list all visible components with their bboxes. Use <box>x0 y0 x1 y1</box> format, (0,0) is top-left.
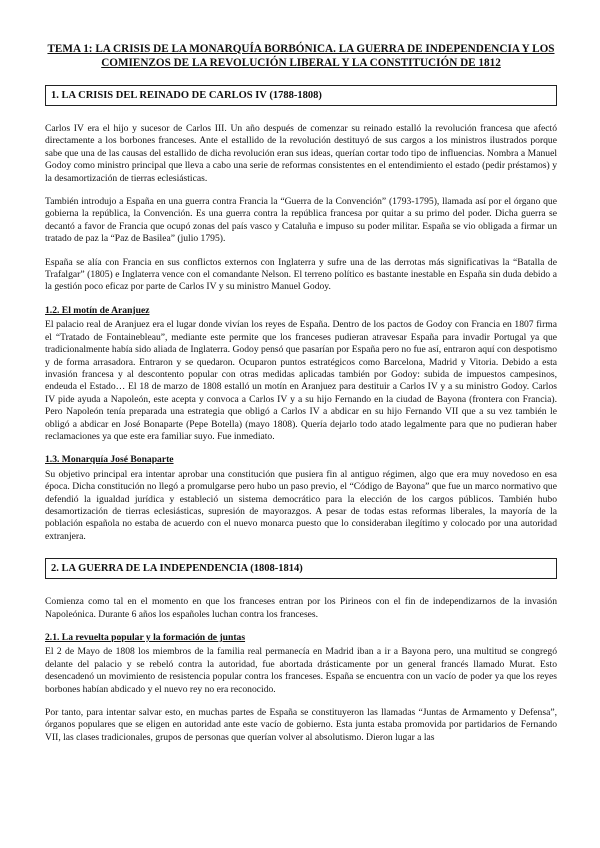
subheading-revuelta-popular: 2.1. La revuelta popular y la formación de juntas <box>45 632 246 643</box>
document-title: TEMA 1: LA CRISIS DE LA MONARQUÍA BORBÓNICA. LA GUERRA DE INDEPENDENCIA Y LOS COMIENZOS DE LA REVOLUCIÓN LIBERAL Y LA CONSTITUCIÓN DE 1812 <box>47 43 555 69</box>
paragraph: El 2 de Mayo de 1808 los miembros de la familia real permanecía en Madrid iban a ir a Bayona pero, una multitud se congregó delante del palacio y se rebeló contra la autoridad, fue abortada drásticamente por un general francés llamado Murat. Esto desencadenó un movimiento de resistencia popular contra los franceses. España se encuentra con un vacío de poder ya que los reyes borbones habían abdicado y el nuevo rey no era reconocido. <box>45 646 557 695</box>
subheading-jose-bonaparte: 1.3. Monarquía José Bonaparte <box>45 454 174 466</box>
subheading-motin-aranjuez: 1.2. El motín de Aranjuez <box>45 304 150 316</box>
paragraph: Carlos IV era el hijo y sucesor de Carlos III. Un año después de comenzar su reinado estalló la revolución francesa que afectó directamente a los borbones franceses. Ante el estallido de la revolución destituyó de sus cargos a los ministros ilustrados porque sabe que una de las causas del estallido de dicha revolución eran sus ideas, querían cortar todo tipo de influencias. Nombra a Manuel Godoy como ministro principal que lleva a cabo una serie de reformas consistentes en el entendimiento el estado (pedir préstamos) y la desamortización de tierras eclesiásticas. <box>45 123 557 184</box>
paragraph: España se alía con Francia en sus conflictos externos con Inglaterra y sufre una de las derrotas más significativas la “Batalla de Trafalgar” (1805) e Inglaterra vence con el comandante Nelson. El terreno político es bastante inestable en España sin duda debido a la gestión poco eficaz por parte de Carlos IV y su ministro Manuel Godoy. <box>45 256 557 293</box>
section-heading-crisis: 1. LA CRISIS DEL REINADO DE CARLOS IV (1788-1808) <box>45 85 557 106</box>
document-page <box>45 42 557 755</box>
paragraph: También introdujo a España en una guerra contra Francia la “Guerra de la Convención” (1793-1795), llamada así por el órgano que gobierna la república, la Convención. Es una guerra contra la república francesa por quitar a su primo del poder. Dicha guerra se decantó a favor de Francia que ocupó zonas del país vasco y Cataluña e impuso su poder militar. España se vio obligada a firmar un tratado de paz la “Paz de Basilea” (julio 1795). <box>45 196 557 245</box>
paragraph: Comienza como tal en el momento en que los franceses entran por los Pirineos con el fin de independizarnos de la invasión Napoleónica. Durante 6 años los españoles luchan contra los franceses. <box>45 596 557 620</box>
paragraph: El palacio real de Aranjuez era el lugar donde vivían los reyes de España. Dentro de los pactos de Godoy con Francia en 1807 firma el “Tratado de Fontainebleau”, mediante este permite que los franceses pudieran atravesar España para invadir Portugal ya que tradicionalmente había sido aliada de Inglaterra. Godoy pensó que pasarían por España pero no fue así, entraron aquí con despotismo y de forma arrasadora. Entraron y se quedaron. Ocuparon puntos estratégicos como Barcelona, Madrid y Vitoria. Debido a esta invasión francesa y al descontento popular con otras medidas aplicadas también por Godoy: subida de impuestos campesinos, endeuda el Estado… El 18 de marzo de 1808 estalló un motín en Aranjuez para destituir a Carlos IV y a su ministro Godoy. Carlos IV pide ayuda a Napoleón, este acepta y convoca a Carlos IV y a su hijo Fernando en la ciudad de Bayona (frontera con Francia). Pero Napoleón tenía preparada una estrategia que obligó a Carlos IV a abdicar en su hijo Fernando VII que a su vez también le obligó a abdicar en José Bonaparte (Pepe Botella) (mayo 1808). Quería dejarlo todo atado legalmente para que no pudieran haber reclamaciones ya que este era familiar suyo. Fue inmediato. <box>45 319 557 442</box>
section-heading-guerra-independencia: 2. LA GUERRA DE LA INDEPENDENCIA (1808-1814) <box>45 558 557 579</box>
paragraph: Su objetivo principal era intentar aprobar una constitución que pusiera fin al antiguo régimen, algo que era muy novedoso en esa época. Dicha constitución no llegó a promulgarse pero hubo un paso previo, el “Código de Bayona” que fue un marco normativo que defendió la igualdad jurídica y estableció un sistema democrático para la elección de los cargos públicos. También hubo desamortización de tierras eclesiásticas, supresión de mayorazgos. A pesar de todas estas reformas liberales, la mayoría de la población española no estaba de acuerdo con el nuevo monarca puesto que lo consideraban ilegítimo y colocado por una autoridad extranjera. <box>45 468 557 542</box>
paragraph: Por tanto, para intentar salvar esto, en muchas partes de España se constituyeron las llamadas “Juntas de Armamento y Defensa”, órganos populares que se eligen en autoridad ante este vacío de gobierno. Esta junta estaba promovida por partidarios de Fernando VII, las clases tradicionales, grupos de personas que querían volver al absolutismo. Dieron lugar a las <box>45 707 557 743</box>
